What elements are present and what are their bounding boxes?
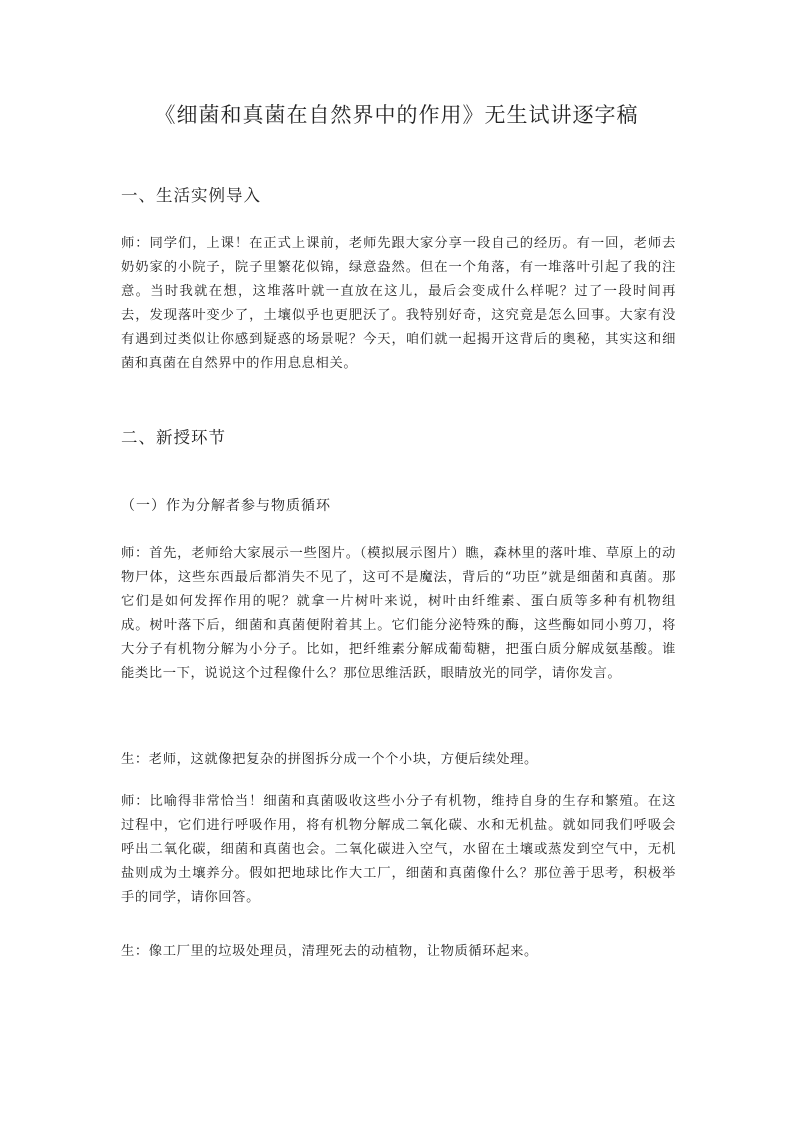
- subsection-heading-decomposer: （一）作为分解者参与物质循环: [121, 498, 331, 514]
- student-answer-1: 生：老师，这就像把复杂的拼图拆分成一个个小块，方便后续处理。: [121, 752, 538, 767]
- intro-paragraph: 师：同学们，上课！在正式上课前，老师先跟大家分享一段自己的经历。有一回，老师去奶奶家的小院子，院子里繁花似锦，绿意盎然。但在一个角落，有一堆落叶引起了我的注意。当时我就在想，这堆落叶就一直放在这儿，最后会变成什么样呢？过了一段时间再去，发现落叶变少了，土壤似乎也更肥沃了。我特别好奇，这究竟是怎么回事。大家有没有遇到过类似让你感到疑惑的场景呢？今天，咱们就一起揭开这背后的奥秘，其实这和细菌和真菌在自然界中的作用息息相关。: [121, 236, 676, 371]
- teacher-paragraph-1: 师：首先，老师给大家展示一些图片。（模拟展示图片）瞧，森林里的落叶堆、草原上的动物尸体，这些东西最后都消失不见了，这可不是魔法，背后的“功臣”就是细菌和真菌。那它们是如何发挥作用的呢？就拿一片树叶来说，树叶由纤维素、蛋白质等多种有机物组成。树叶落下后，细菌和真菌便附着其上。它们能分泌特殊的酶，这些酶如同小剪刀，将大分子有机物分解为小分子。比如，把纤维素分解成葡萄糖，把蛋白质分解成氨基酸。谁能类比一下，说说这个过程像什么？那位思维活跃，眼睛放光的同学，请你发言。: [121, 546, 676, 681]
- student-answer-2: 生：像工厂里的垃圾处理员，清理死去的动植物，让物质循环起来。: [121, 944, 538, 959]
- teacher-paragraph-2: 师：比喻得非常恰当！细菌和真菌吸收这些小分子有机物，维持自身的生存和繁殖。在这过程中，它们进行呼吸作用，将有机物分解成二氧化碳、水和无机盐。就如同我们呼吸会呼出二氧化碳，细菌和真菌也会。二氧化碳进入空气，水留在土壤或蒸发到空气中，无机盐则成为土壤养分。假如把地球比作大工厂，细菌和真菌像什么？那位善于思考，积极举手的同学，请你回答。: [121, 794, 676, 905]
- document-title: 《细菌和真菌在自然界中的作用》无生试讲逐字稿: [154, 103, 639, 127]
- section-heading-new-lesson: 二、新授环节: [121, 428, 226, 447]
- section-heading-intro: 一、生活实例导入: [121, 186, 261, 205]
